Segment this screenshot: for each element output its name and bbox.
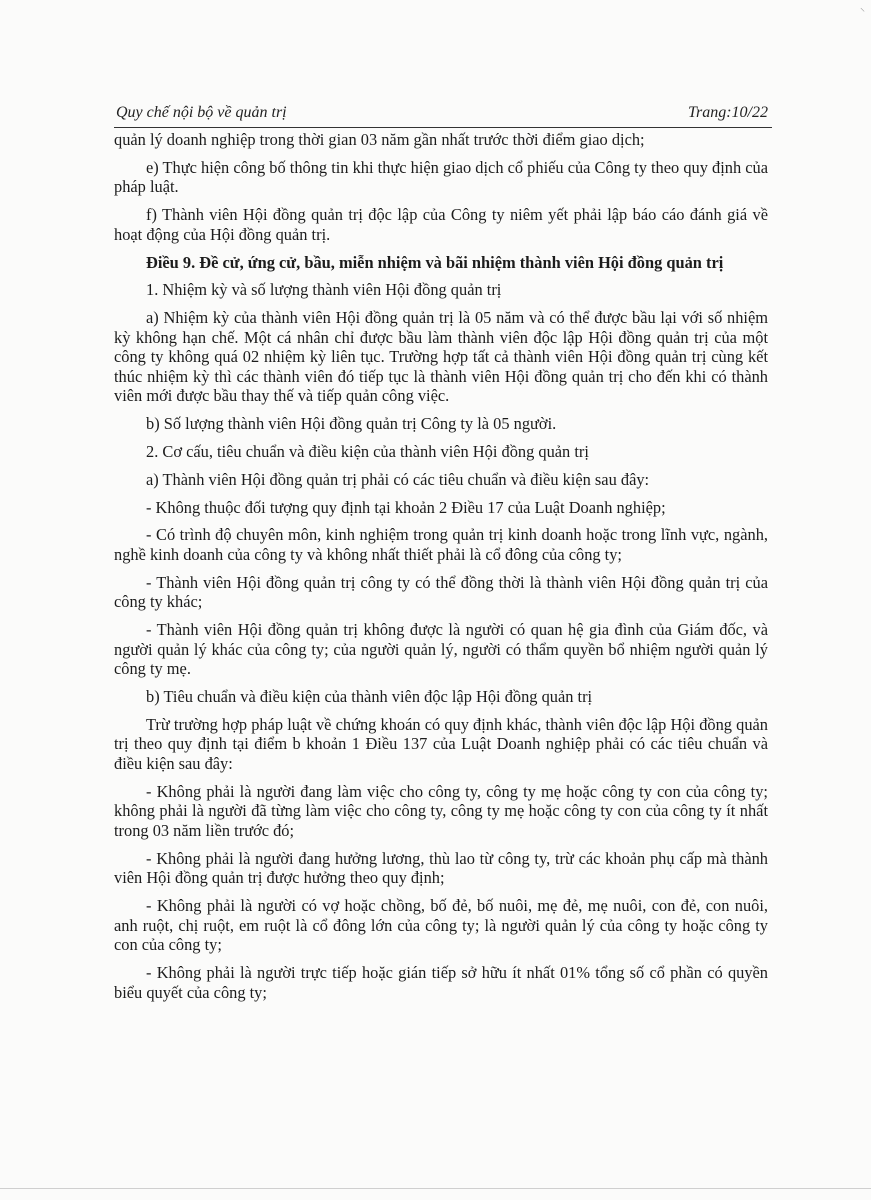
paragraph: b) Số lượng thành viên Hội đồng quản trị Công ty là 05 người. xyxy=(146,414,557,434)
paragraph: - Không thuộc đối tượng quy định tại khoản 2 Điều 17 của Luật Doanh nghiệp; xyxy=(146,497,666,517)
paragraph: Trừ trường hợp pháp luật về chứng khoán có quy định khác, thành viên độc lập Hội đồng quản trị theo quy định tại điểm b khoản 1 Điều 137 của Luật Doanh nghiệp phải có các tiêu chuẩn và điều kiện sau đây: xyxy=(114,714,768,774)
paragraph: - Thành viên Hội đồng quản trị công ty có thể đồng thời là thành viên Hội đồng quản trị của công ty khác; xyxy=(114,572,768,612)
paragraph: quản lý doanh nghiệp trong thời gian 03 năm gần nhất trước thời điểm giao dịch; xyxy=(114,130,645,149)
paragraph: - Không phải là người có vợ hoặc chồng, bố đẻ, bố nuôi, mẹ đẻ, mẹ nuôi, con đẻ, con nuôi, anh ruột, chị ruột, em ruột là cổ đông lớn của công ty; là người quản lý của công ty hoặc công ty con của công ty; xyxy=(114,896,768,955)
paragraph: - Có trình độ chuyên môn, kinh nghiệm trong quản trị kinh doanh hoặc trong lĩnh vực, ngành, nghề kinh doanh của công ty và không nhất thiết phải là cổ đông của công ty; xyxy=(114,525,768,564)
paragraph: - Không phải là người đang hưởng lương, thù lao từ công ty, trừ các khoản phụ cấp mà thành viên Hội đồng quản trị được hưởng theo quy định; xyxy=(114,848,768,888)
scan-mark-icon: ⸌ xyxy=(860,7,865,18)
paragraph: 1. Nhiệm kỳ và số lượng thành viên Hội đồng quản trị xyxy=(146,280,502,300)
bottom-edge-divider xyxy=(0,1188,871,1189)
page-header xyxy=(116,104,768,122)
paragraph: e) Thực hiện công bố thông tin khi thực hiện giao dịch cổ phiếu của Công ty theo quy định của pháp luật. xyxy=(114,157,768,197)
paragraph: - Thành viên Hội đồng quản trị không được là người có quan hệ gia đình của Giám đốc, và người quản lý khác của công ty; của người quản lý, người có thẩm quyền bổ nhiệm người quản lý công ty mẹ. xyxy=(114,620,768,679)
paragraph: - Không phải là người đang làm việc cho công ty, công ty mẹ hoặc công ty con của công ty; không phải là người đã từng làm việc cho công ty, công ty mẹ hoặc công ty con của công ty ít nhất trong 03 năm liền trước đó; xyxy=(114,781,768,841)
document-body xyxy=(114,130,768,1011)
article-heading: Điều 9. Đề cử, ứng cử, bầu, miễn nhiệm và bãi nhiệm thành viên Hội đồng quản trị xyxy=(146,252,724,272)
header-divider xyxy=(114,127,772,128)
paragraph: - Không phải là người trực tiếp hoặc gián tiếp sở hữu ít nhất 01% tổng số cổ phần có quyền biểu quyết của công ty; xyxy=(114,963,768,1002)
paragraph: a) Nhiệm kỳ của thành viên Hội đồng quản trị là 05 năm và có thể được bầu lại với số nhiệm kỳ không hạn chế. Một cá nhân chỉ được bầu làm thành viên độc lập Hội đồng quản trị của một công ty không quá 02 nhiệm kỳ liên tục. Trường hợp tất cả thành viên Hội đồng quản trị cùng kết thúc nhiệm kỳ thì các thành viên đó tiếp tục là thành viên Hội đồng quản trị cho đến khi có thành viên mới được bầu thay thế và tiếp quản công việc. xyxy=(114,308,768,406)
paragraph: a) Thành viên Hội đồng quản trị phải có các tiêu chuẩn và điều kiện sau đây: xyxy=(146,469,650,489)
header-title: Quy chế nội bộ về quản trị xyxy=(116,104,287,121)
paragraph: f) Thành viên Hội đồng quản trị độc lập của Công ty niêm yết phải lập báo cáo đánh giá về hoạt động của Hội đồng quản trị. xyxy=(114,205,768,244)
paragraph: b) Tiêu chuẩn và điều kiện của thành viên độc lập Hội đồng quản trị xyxy=(146,687,593,707)
paragraph: 2. Cơ cấu, tiêu chuẩn và điều kiện của thành viên Hội đồng quản trị xyxy=(146,442,589,462)
page-number: Trang:10/22 xyxy=(687,104,768,121)
